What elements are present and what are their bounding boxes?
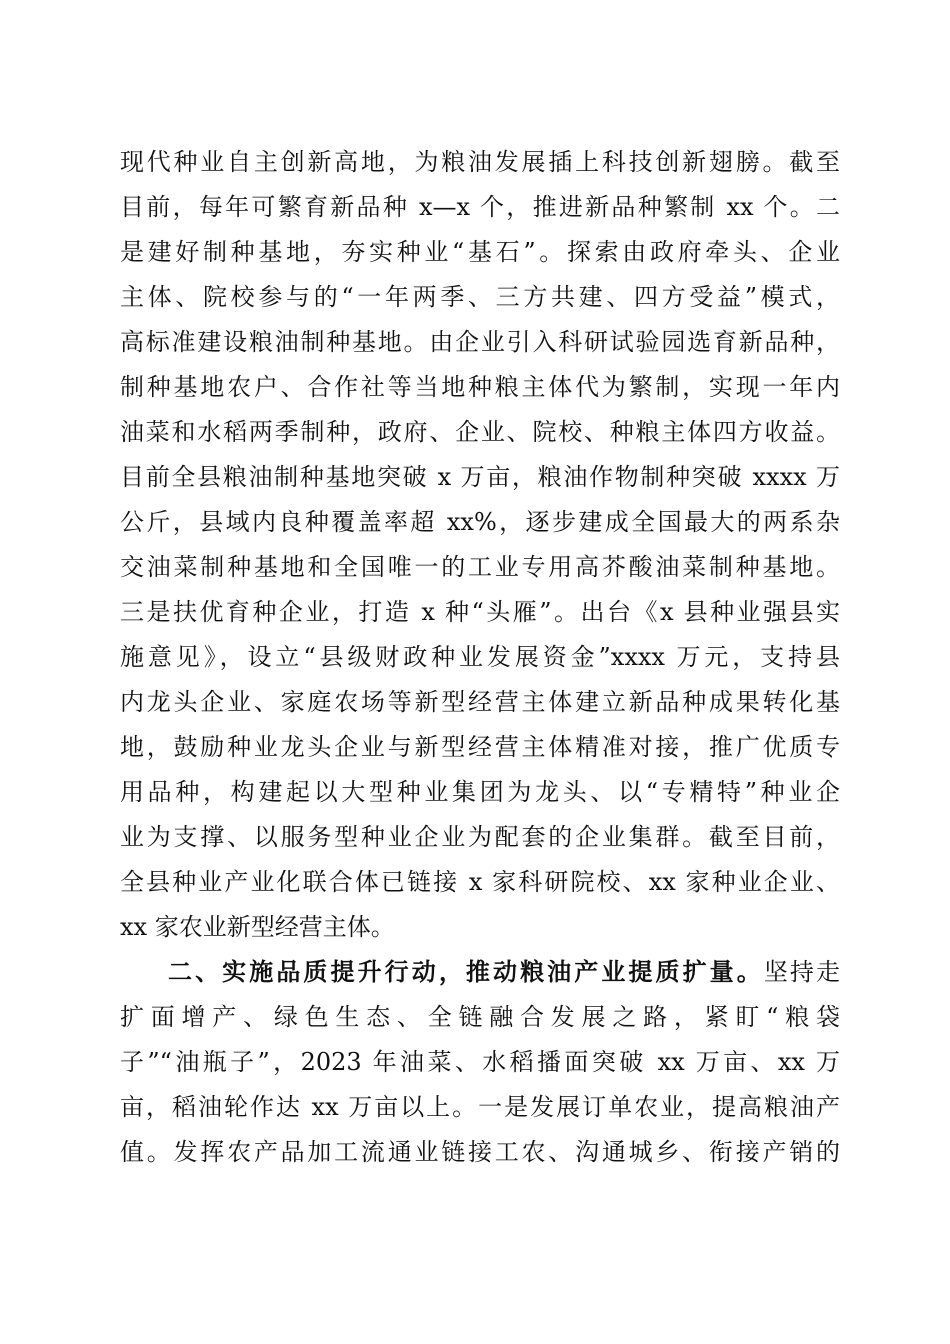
text-line: 亩，稻油轮作达 xx 万亩以上。一是发展订单农业，提高粮油产 [120,1093,840,1121]
text-line: 用品种，构建起以大型种业集团为龙头、以“专精特”种业企 [120,778,840,806]
text-line: 三是扶优育种企业，打造 x 种“头雁”。出台《x 县种业强县实 [120,598,840,626]
text-line: 现代种业自主创新高地，为粮油发展插上科技创新翅膀。截至 [120,148,840,176]
text-line: 业为支撑、以服务型种业企业为配套的企业集群。截至目前， [120,823,840,851]
text-line: xx 家农业新型经营主体。 [120,913,395,941]
text-line: 值。发挥农产品加工流通业链接工农、沟通城乡、衔接产销的 [120,1138,840,1166]
text-line: 目前全县粮油制种基地突破 x 万亩，粮油作物制种突破 xxxx 万 [120,463,840,491]
text-line: 地，鼓励种业龙头企业与新型经营主体精准对接，推广优质专 [120,733,840,761]
body-text [120,140,840,1175]
text-line: 施意见》，设立“县级财政种业发展资金”xxxx 万元，支持县 [120,643,840,671]
text-line: 全县种业产业化联合体已链接 x 家科研院校、xx 家种业企业、 [120,868,840,896]
text-line: 油菜和水稻两季制种，政府、企业、院校、种粮主体四方收益。 [120,418,840,446]
section-heading-line [120,950,840,995]
section-heading: 二、实施品质提升行动，推动粮油产业提质扩量。 [168,958,764,986]
text-line: 制种基地农户、合作社等当地种粮主体代为繁制，实现一年内 [120,373,840,401]
text-line: 高标准建设粮油制种基地。由企业引入科研试验园选育新品种， [120,328,840,356]
text-line: 是建好制种基地，夯实种业“基石”。探索由政府牵头、企业 [120,238,840,266]
text-line: 主体、院校参与的“一年两季、三方共建、四方受益”模式， [120,283,840,311]
text-fragment: 坚持走 [763,958,840,986]
text-line: 子”“油瓶子”，2023 年油菜、水稻播面突破 xx 万亩、xx 万 [120,1048,840,1076]
text-line: 目前，每年可繁育新品种 x—x 个，推进新品种繁制 xx 个。二 [120,193,840,221]
text-line: 扩面增产、绿色生态、全链融合发展之路，紧盯“粮袋 [120,1003,840,1031]
text-line: 内龙头企业、家庭农场等新型经营主体建立新品种成果转化基 [120,688,840,716]
text-line: 交油菜制种基地和全国唯一的工业专用高芥酸油菜制种基地。 [120,553,840,581]
text-line: 公斤，县域内良种覆盖率超 xx%，逐步建成全国最大的两系杂 [120,508,840,536]
